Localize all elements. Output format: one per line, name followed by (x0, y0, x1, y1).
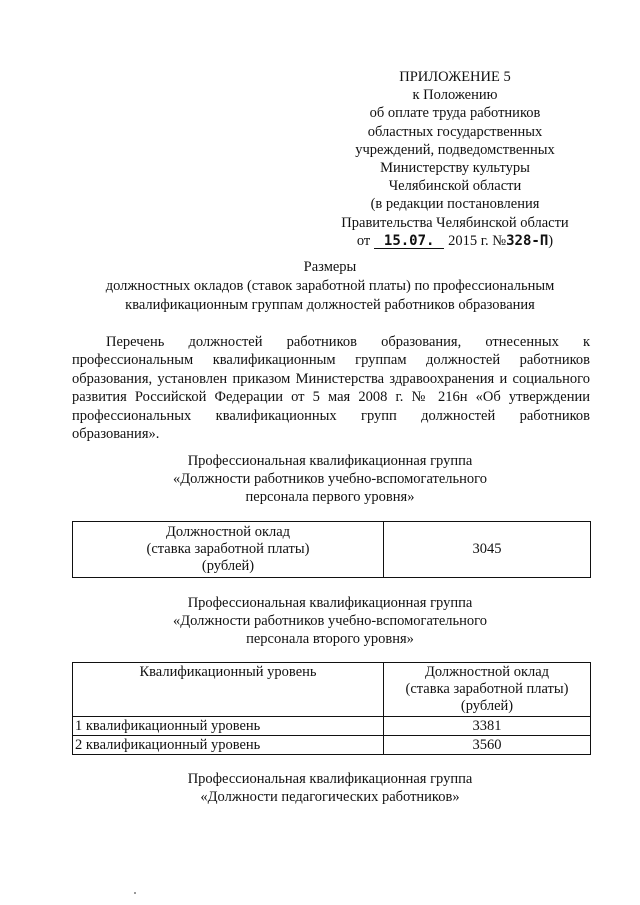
group-heading-line: Профессиональная квалификационная группа (187, 771, 473, 787)
scan-speck (134, 892, 136, 894)
level-cell: 2 квалификационный уровень (73, 736, 384, 755)
cell-line: (ставка заработной платы) (146, 541, 310, 557)
group-heading-line: персонала второго уровня» (246, 631, 414, 648)
cell-line: (рублей) (201, 558, 255, 574)
cell-line: (ставка заработной платы) (405, 681, 569, 697)
level-header-cell: Квалификационный уровень (73, 663, 384, 717)
cell-line: Должностной оклад (165, 524, 291, 540)
annex-line: (в редакции постановления (370, 196, 540, 213)
group2-heading (80, 594, 580, 649)
intro-paragraph: Перечень должностей работников образования, отнесенных к профессиональным квалификационным группам должностей работников образования, установлен приказом Министерства здравоохранения и социального развития Российской Федерации от 5 мая 2008 г. № 216н «Об утверждении профессиональных квалификационных групп должностей работников образования». (72, 334, 590, 443)
date-suffix: ) (548, 232, 554, 249)
salary-header-cell (384, 663, 591, 717)
group2-salary-table (72, 662, 591, 755)
salary-label-cell (73, 522, 384, 578)
group-heading-line: «Должности педагогических работников» (200, 789, 460, 806)
annex-date-line (320, 232, 590, 250)
annex-title: ПРИЛОЖЕНИЕ 5 (399, 69, 511, 85)
table-row (73, 522, 591, 578)
annex-line: об оплате труда работников (369, 105, 541, 122)
title-line: Размеры (303, 259, 357, 275)
date-prefix: от (356, 232, 371, 249)
group-heading-line: «Должности работников учебно-вспомогательного (172, 471, 487, 488)
salary-value-cell: 3045 (384, 522, 591, 578)
group-heading-line: Профессиональная квалификационная группа (187, 595, 473, 611)
table-header-row (73, 663, 591, 717)
date-value: 15.07. (374, 234, 445, 249)
annex-line: Министерству культуры (380, 160, 530, 177)
document-title (60, 258, 600, 315)
title-line: должностных окладов (ставок заработной платы) по профессиональным (105, 278, 555, 294)
annex-line: учреждений, подведомственных (355, 141, 555, 158)
annex-line: областных государственных (367, 123, 543, 140)
group-heading-line: персонала первого уровня» (245, 489, 415, 506)
annex-line: к Положению (412, 87, 498, 104)
annex-line: Правительства Челябинской области (341, 214, 569, 231)
level-cell: 1 квалификационный уровень (73, 717, 384, 736)
cell-line: (рублей) (460, 698, 514, 714)
group1-salary-table (72, 521, 591, 578)
salary-cell: 3381 (384, 717, 591, 736)
group-heading-line: Профессиональная квалификационная группа (187, 453, 473, 469)
group3-heading (80, 770, 580, 806)
group1-heading (80, 452, 580, 507)
cell-line: Должностной оклад (424, 664, 550, 680)
annex-line: Челябинской области (388, 178, 522, 195)
annex-header (320, 68, 590, 250)
number-value: 328-П (506, 232, 549, 249)
year-text: 2015 г. № (448, 232, 507, 249)
table-row (73, 736, 591, 755)
title-line: квалификационным группам должностей работников образования (125, 297, 535, 313)
group-heading-line: «Должности работников учебно-вспомогательного (172, 613, 487, 630)
salary-cell: 3560 (384, 736, 591, 755)
table-row (73, 717, 591, 736)
